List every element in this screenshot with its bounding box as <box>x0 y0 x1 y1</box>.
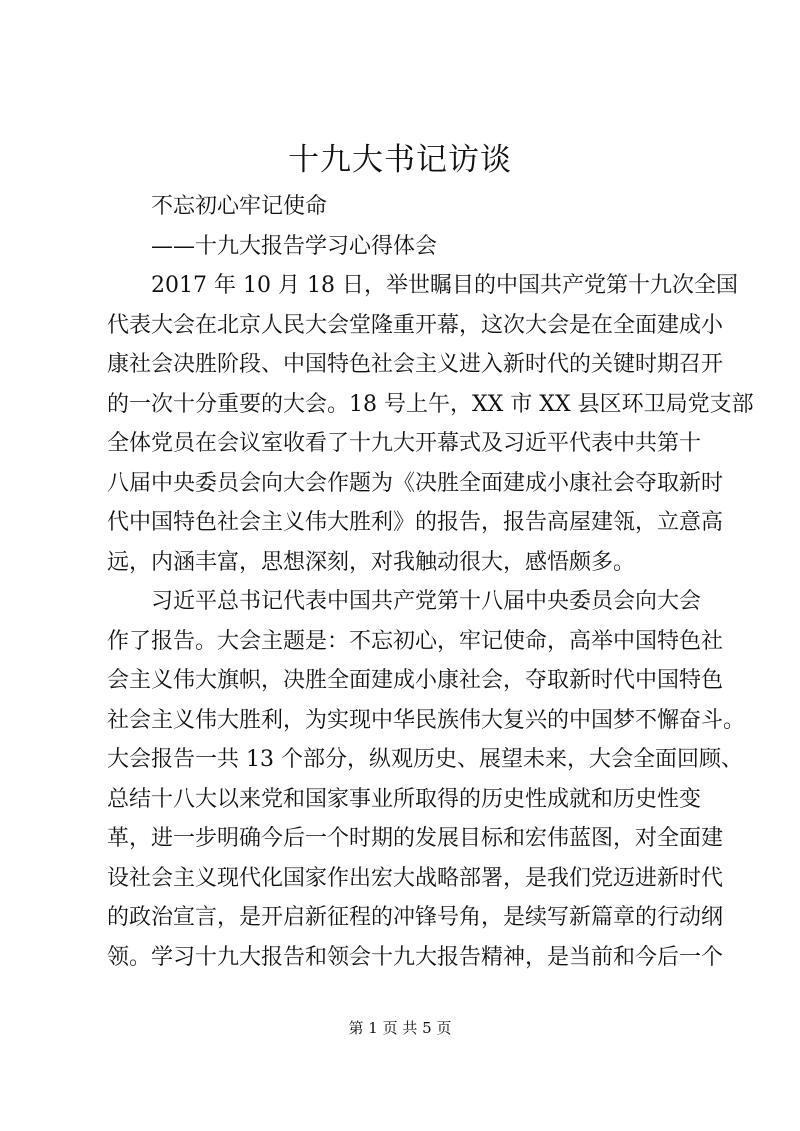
paragraph-line: 设社会主义现代化国家作出宏大战略部署，是我们党迈进新时代 <box>107 865 724 891</box>
document-title: 十九大书记访谈 <box>288 142 512 178</box>
paragraph-line: 习近平总书记代表中国共产党第十八届中央委员会向大会 <box>151 589 702 614</box>
paragraph-line: 2017 年 10 月 18 日，举世瞩目的中国共产党第十九次全国 <box>151 273 738 298</box>
paragraph-line: 社会主义伟大胜利，为实现中华民族伟大复兴的中国梦不懈奋斗。 <box>107 707 746 733</box>
document-body <box>107 187 754 977</box>
paragraph-line: 总结十八大以来党和国家事业所取得的历史性成就和历史性变 <box>107 786 702 812</box>
paragraph-line: 作了报告。大会主题是：不忘初心，牢记使命，高举中国特色社 <box>107 628 724 654</box>
paragraph-line: 康社会决胜阶段、中国特色社会主义进入新时代的关键时期召开 <box>107 352 724 377</box>
paragraph-line: 大会报告一共 13 个部分，纵观历史、展望未来，大会全面回顾、 <box>107 747 743 772</box>
paragraph-line: 会主义伟大旗帜，决胜全面建成小康社会，夺取新时代中国特色 <box>107 668 724 693</box>
paragraph-line: 革，进一步明确今后一个时期的发展目标和宏伟蓝图，对全面建 <box>107 826 724 851</box>
page-footer: 第 1 页 共 5 页 <box>348 1019 452 1037</box>
paragraph-line: 八届中央委员会向大会作题为《决胜全面建成小康社会夺取新时 <box>107 470 724 496</box>
subtitle-line: ——十九大报告学习心得体会 <box>151 233 438 259</box>
paragraph-line: 代表大会在北京人民大会堂隆重开幕，这次大会是在全面建成小 <box>107 312 724 338</box>
paragraph-line: 代中国特色社会主义伟大胜利》的报告，报告高屋建瓴，立意高 <box>107 510 724 535</box>
paragraph-line: 远，内涵丰富，思想深刻，对我触动很大，感悟颇多。 <box>107 549 636 575</box>
paragraph-line: 的一次十分重要的大会。18 号上午，XX 市 XX 县区环卫局党支部 <box>107 391 754 417</box>
paragraph-line: 全体党员在会议室收看了十九大开幕式及习近平代表中共第十 <box>107 431 702 456</box>
paragraph-line: 的政治宣言，是开启新征程的冲锋号角，是续写新篇章的行动纲 <box>107 905 724 930</box>
subtitle-line: 不忘初心牢记使命 <box>151 194 328 219</box>
paragraph-line: 领。学习十九大报告和领会十九大报告精神，是当前和今后一个 <box>107 944 724 970</box>
